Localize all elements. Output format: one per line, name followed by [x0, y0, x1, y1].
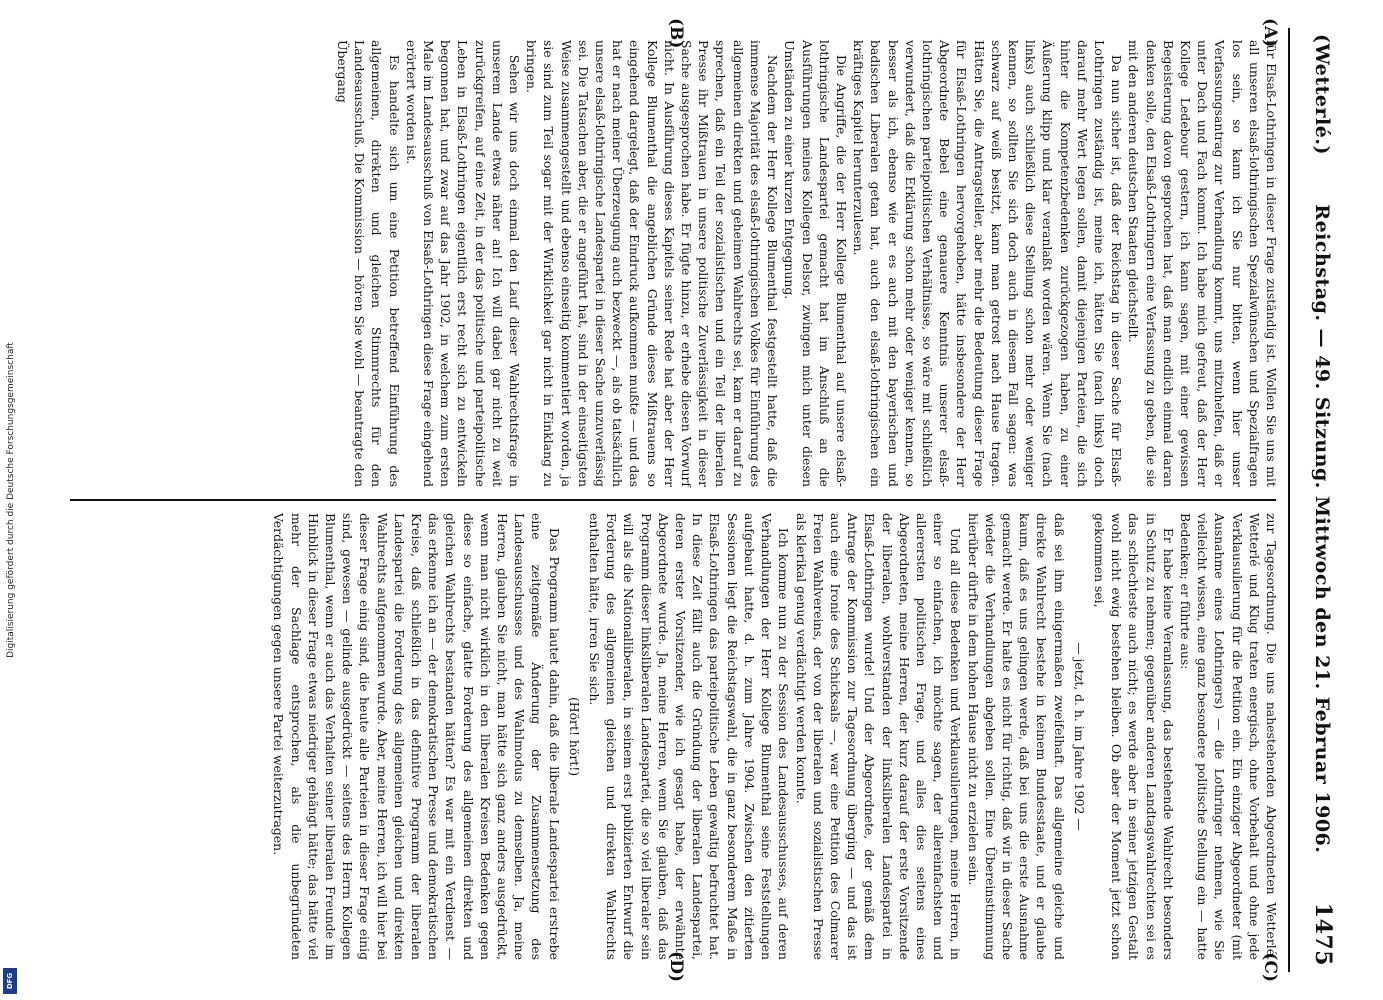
paragraph: für Elsaß-Lothringen in dieser Frage zuständig ist. Wollen Sie uns mit all unseren elsaß-lothringischen Spezialwünschen und Spezialfragen los sein, so kann ich Sie nur bitten, wenn hier unser Verfassungsantrag zur Verhandlung kommt, uns mitzuhelfen, daß er unter Dach und Fach kommt. Ich habe mich gefreut, daß der Herr Kollege Ledebour gestern, ich kann sagen, mit einer gewissen Begeisterung davon gesprochen hat, daß man endlich einmal daran denken solle, den Elsaß-Lothringern eine Verfassung zu geben, die sie mit den anderen deutschen Staaten gleichstellt.: [1126, 40, 1279, 487]
interjection: — jetzt, d. h. im Jahre 1902 —: [1071, 642, 1087, 831]
paragraph: Er habe keine Veranlassung, das bestehende Wahlrecht besonders in Schutz zu nehmen; gegenüber anderen Landtagswahlrechten sei es das schlechteste auch nicht; es werde aber in seiner jetzigen Gestalt wohl nicht ewig bestehen bleiben. Ob aber der Moment jetzt schon gekommen sei,: [1091, 513, 1176, 960]
margin-marker-a: (A): [1260, 18, 1280, 48]
right-column: [66, 501, 1280, 972]
paragraph: Da nun sicher ist, daß der Reichstag in dieser Sache für Elsaß-Lothringen zuständig ist, meine ich, hätten Sie (nach links) doch darauf mehr Wert legen sollen, damit diejenigen Parteien, die sich hinter die Kompetenzbedenken zurückgezogen haben, zu einer Äußerung klipp und klar veranlaßt worden wären. Wenn Sie (nach links) auch schließlich diese Stellung schon mehr oder weniger kennen, so sollten Sie sich doch auch in diesem Fall sagen: was schwarz auf weiß besitzt, kann man getrost nach Hause tragen. Hätten Sie, die Antragsteller, aber mehr die Bedeutung dieser Frage für Elsaß-Lothringen hervorgehoben, hätte insbesondere der Herr Abgeordnete Bebel eine genauere Kenntnis unserer elsaß-lothringischen parteipolitischen Verhältnisse, so wäre mit schließlich verwundert, daß die Erklärung schon mehr oder weniger kennen, so besser als ich, ebenso wie er es auch mit den bayerischen und badischen Liberalen getan hat, auch den elsaß-lothringischen ein kräftiges Kapitel herunterzulesen.: [851, 40, 1125, 487]
interjection: (Hört! hört!): [566, 696, 582, 777]
paragraph: Ich komme nun zu der Session des Landesausschusses, auf deren Verhandlungen der Herr Kollege Blumenthal seine Feststellungen aufgebaut hatte, d. h. zum Jahre 1904. Zwischen den zitierten Sessionen liegt die Reichstagswahl, die in ganz besonderem Maße in Elsaß-Lothringen das parteipolitische Leben gewaltig befruchtet hat. In diese Zeit fällt auch die Gründung der liberalen Landespartei, deren erster Vorsitzender, wie ich gesagt habe, der erwähnte Abgeordnete wurde. Ja, meine Herren, wenn Sie glauben, daß das Programm dieser linksliberalen Landespartei, die so viel liberaler sein will als die Nationalliberalen, in seinem erst publizierten Entwurf die Forderung des allgemeinen gleichen und direkten Wahlrechts enthalten hätte, irren Sie sich.: [587, 513, 792, 960]
credit-text: Digitalisierung gefördert durch die Deutsche Forschungsgemeinschaft: [6, 342, 17, 658]
page-header: [1288, 28, 1336, 972]
page-number: 1475: [1310, 902, 1336, 966]
paragraph: Sehen wir uns doch einmal den Lauf dieser Wahlrechtsfrage in unserem Lande etwas näher an! Ich will dabei gar nicht zu weit zurückgreifen, auf eine Zeit, in der das politische und parteipolitische Leben in Elsaß-Lothringen eigentlich erst recht sich zu entwickeln begonnen hat, und zwar auf das Jahr 1902, in welchem zum ersten Male im Landesausschuß von Elsaß-Lothringen diese Frage eingehend erörtert worden ist.: [403, 40, 523, 487]
paragraph: daß sei ihm einigermaßen zweifelhaft. Das allgemeine gleiche und direkte Wahlrecht bestehe in keinem Bundesstaate, und er glaube kaum, daß es uns gelingen werde, daß bei uns die erste Ausnahme gemacht werde. Er halte es nicht für richtig, daß wir in dieser Sache wieder die Verhandlungen abgeben sollen. Eine Übereinstimmung hierüber dürfte in dem hohen Hause nicht zu erzielen sein.: [965, 513, 1067, 960]
paragraph: Das Programm lautet dahin, daß die liberale Landespartei erstrebe eine zeitgemäße Änderung der Zusammensetzung des Landesausschusses und des Wahlmodus zu demselben. Ja, meine Herren, glauben Sie nicht, man hätte sich ganz anders ausgedrückt, wenn man nicht wirklich in den liberalen Kreisen Bedenken gegen diese so einfache, glatte Forderung des allgemeinen direkten und gleichen Wahlrechts bestanden hätten? Es war mit ein Verdienst — das erkenne ich an — der demokratischen Presse und demokratischen Kreise, daß schließlich in das definitive Programm der liberalen Landespartei die Forderung des allgemeinen gleichen und direkten Wahlrechts aufgenommen wurde. Aber, meine Herren, ich will hier bei dieser Frage einig sind, die heute alle Parteien in dieser Frage einig sind, gewesen — gelinde ausgedrückt — seitens des Herrn Kollegen Blumenthal, wenn er auch das Verhalten seiner liberalen Freunde im Hinblick in dieser Frage etwas niedriger gehängt hätte; das hätte viel mehr der Sachlage entsprochen, als die unbegründeten Verdächtigungen gegen unsere Partei weiterzutragen.: [271, 513, 562, 960]
dfg-logo: [3, 968, 17, 994]
margin-marker-d: (D): [666, 951, 686, 982]
page-title: Reichstag. — 49. Sitzung. Mittwoch den 21. Februar 1906.: [1311, 204, 1333, 854]
left-column: [66, 28, 1280, 499]
margin-marker-b: (B): [666, 18, 686, 49]
speaker-label: (Wetterlé.): [1311, 34, 1333, 155]
margin-marker-c: (C): [1260, 952, 1280, 982]
paragraph: Und all diese Bedenken und Verklausulierungen, meine Herren, in einer so einfachen, ich möchte sagen, der allereinfachsten und allerersten politischen Frage, und alles dies seitens eines Abgeordneten, meine Herren, der kurz darauf der erste Vorsitzende der liberalen, wohlverstanden der linksliberalen Landespartei in Elsaß-Lothringen wurde! Und der Abgeordnete, der gemäß dem Antrage der Kommission zur Tagesordnung überging — und das ist auch eine Ironie des Schicksals —, war eine Petition des Colmarer Freien Wahlvereins, der von der liberalen und sozialistischen Presse als klerikal genug verdächtigt werden konnte.: [793, 513, 964, 960]
text-columns: [66, 28, 1288, 972]
paragraph: Es handelte sich um eine Petition betreffend Einführung des allgemeinen, direkten und gleichen Stimmrechts für den Landesausschuß. Die Kommission — hören Sie wohl — beantragte den Übergang: [335, 40, 402, 487]
digitization-credit: [0, 0, 22, 1000]
dfg-logo-text: DFG: [6, 972, 14, 990]
paragraph: zur Tagesordnung. Die uns nahestehenden Abgeordneten Wetterlé, Wetterlé und Klug traten energisch, ohne Vorbehalt und ohne jede Verklausulierung für die Petition ein. Ein einziger Abgeordneter (mit Ausnahme eines Lothringers) — die Lothringer nehmen, wie Sie vielleicht wissen, eine ganz besondere politische Stellung ein — hatte Bedenken; er führte aus:: [1177, 513, 1279, 960]
paragraph: Die Angriffe, die der Herr Kollege Blumenthal auf unsere elsaß-lothringische Landespartei gemacht hat im Anschluß an die Ausführungen meines Kollegen Delsor, zwingen mich unter diesen Umständen zu einer kurzen Entgegnung.: [782, 40, 849, 487]
scanned-page: [46, 20, 1336, 980]
paragraph: Nachdem der Herr Kollege Blumenthal festgestellt hatte, daß die immense Majorität des elsaß-lothringischen Volkes für Einführung des allgemeinen direkten und geheimen Wahlrechts sei, kam er darauf zu sprechen, daß ein Teil der sozialistischen und ein Teil der liberalen Presse ihr Mißtrauen in unsere politische Zuverlässigkeit in dieser Sache ausgesprochen habe. Er fügte hinzu, er erhebe diesen Vorwurf nicht. In Ausführung dieses Kapitels seiner Rede hat aber der Herr Kollege Blumenthal die angeblichen Gründe dieses Mißtrauens so eingehend dargelegt, daß der Eindruck aufkommen mußte — und das hat er nach meiner Überzeugung auch bezweckt —, als ob tatsächlich unsere elsaß-lothringische Landespartei in dieser Sache unzuverlässig sei. Die Tatsachen aber, die er angeführt hat, sind in der einseitigsten Weise zusammengestellt und ebenso einseitig kommentiert worden, ja sie sind zum Teil sogar mit der Wirklichkeit gar nicht in Einklang zu bringen.: [524, 40, 781, 487]
